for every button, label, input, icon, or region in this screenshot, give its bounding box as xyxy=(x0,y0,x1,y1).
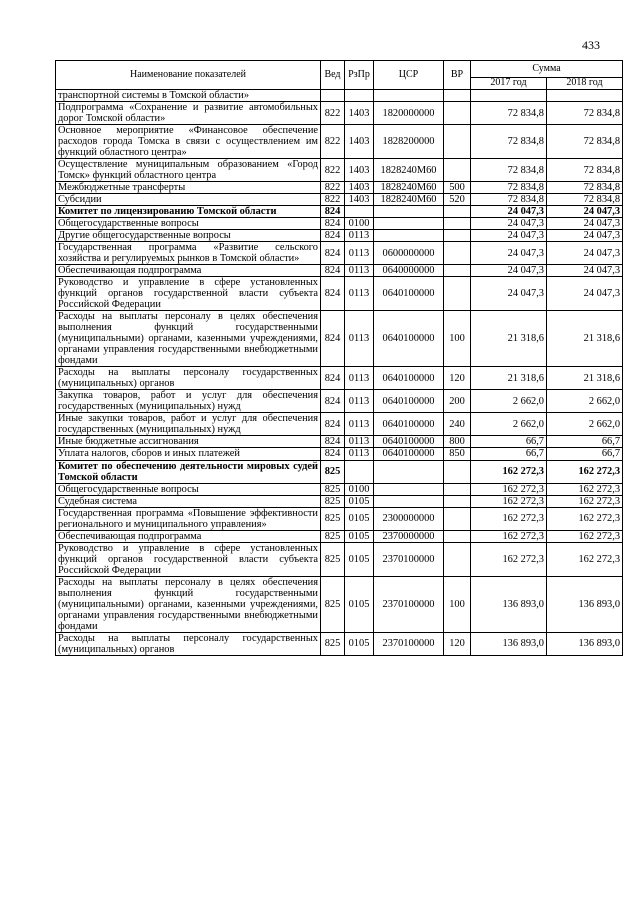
cell-sum-2017: 136 893,0 xyxy=(471,632,547,655)
cell-name: Закупка товаров, работ и услуг для обеспечения государственных (муниципальных) нужд xyxy=(56,390,321,413)
cell-csr: 0640100000 xyxy=(374,390,444,413)
cell-csr xyxy=(374,495,444,507)
cell-sum-2018: 162 272,3 xyxy=(547,542,623,576)
page-number: 433 xyxy=(582,38,600,52)
cell-csr xyxy=(374,218,444,230)
cell-vr xyxy=(444,90,471,102)
cell-sum-2017: 72 834,8 xyxy=(471,102,547,125)
cell-csr: 1828240М60 xyxy=(374,182,444,194)
cell-csr: 0640100000 xyxy=(374,448,444,460)
table-row xyxy=(56,413,623,436)
cell-rzpr: 0113 xyxy=(345,390,374,413)
cell-vr xyxy=(444,206,471,218)
cell-vr: 120 xyxy=(444,632,471,655)
cell-rzpr: 0113 xyxy=(345,413,374,436)
cell-vr: 800 xyxy=(444,436,471,448)
cell-ved: 824 xyxy=(321,413,345,436)
cell-ved: 824 xyxy=(321,218,345,230)
cell-vr: 850 xyxy=(444,448,471,460)
cell-rzpr: 0105 xyxy=(345,542,374,576)
cell-sum-2017: 21 318,6 xyxy=(471,311,547,367)
cell-vr: 100 xyxy=(444,311,471,367)
cell-sum-2018: 2 662,0 xyxy=(547,413,623,436)
cell-name: Общегосударственные вопросы xyxy=(56,218,321,230)
table-row xyxy=(56,159,623,182)
table-row xyxy=(56,367,623,390)
cell-sum-2018: 72 834,8 xyxy=(547,194,623,206)
cell-ved: 822 xyxy=(321,194,345,206)
cell-sum-2017: 162 272,3 xyxy=(471,495,547,507)
table-row xyxy=(56,90,623,102)
cell-rzpr xyxy=(345,460,374,483)
cell-rzpr: 1403 xyxy=(345,194,374,206)
cell-csr: 0640100000 xyxy=(374,277,444,311)
table-row xyxy=(56,460,623,483)
cell-rzpr: 0105 xyxy=(345,632,374,655)
cell-rzpr: 1403 xyxy=(345,182,374,194)
cell-sum-2017: 162 272,3 xyxy=(471,542,547,576)
table-row xyxy=(56,102,623,125)
cell-name: Комитет по обеспечению деятельности мировых судей Томской области xyxy=(56,460,321,483)
cell-vr: 120 xyxy=(444,367,471,390)
cell-ved: 824 xyxy=(321,277,345,311)
cell-ved: 825 xyxy=(321,507,345,530)
cell-name: Обеспечивающая подпрограмма xyxy=(56,530,321,542)
cell-name: Межбюджетные трансферты xyxy=(56,182,321,194)
cell-rzpr: 0113 xyxy=(345,265,374,277)
cell-rzpr: 0105 xyxy=(345,530,374,542)
cell-rzpr: 0113 xyxy=(345,230,374,242)
cell-ved: 824 xyxy=(321,242,345,265)
cell-ved: 825 xyxy=(321,542,345,576)
cell-name: Общегосударственные вопросы xyxy=(56,483,321,495)
cell-name: Иные закупки товаров, работ и услуг для обеспечения государственных (муниципальных) нужд xyxy=(56,413,321,436)
cell-sum-2017: 21 318,6 xyxy=(471,367,547,390)
cell-sum-2017: 72 834,8 xyxy=(471,159,547,182)
table-row xyxy=(56,542,623,576)
cell-ved: 824 xyxy=(321,206,345,218)
cell-sum-2017: 162 272,3 xyxy=(471,530,547,542)
cell-csr: 1828240М60 xyxy=(374,159,444,182)
cell-name: Руководство и управление в сфере установленных функций органов государственной власти субъекта Российской Федерации xyxy=(56,542,321,576)
cell-vr: 520 xyxy=(444,194,471,206)
cell-rzpr: 0100 xyxy=(345,218,374,230)
cell-sum-2017: 72 834,8 xyxy=(471,194,547,206)
table-row xyxy=(56,230,623,242)
table-row xyxy=(56,311,623,367)
cell-name: Расходы на выплаты персоналу в целях обеспечения выполнения функций государственными (муниципальными) органами, казенными учреждениями, органами управления государственными внебюджетными фондами xyxy=(56,311,321,367)
cell-name: Расходы на выплаты персоналу государственных (муниципальных) органов xyxy=(56,367,321,390)
cell-csr xyxy=(374,460,444,483)
cell-name: Основное мероприятие «Финансовое обеспечение расходов города Томска в связи с осуществлением им функций областного центра» xyxy=(56,125,321,159)
cell-name: Подпрограмма «Сохранение и развитие автомобильных дорог Томской области» xyxy=(56,102,321,125)
cell-rzpr: 0113 xyxy=(345,277,374,311)
cell-sum-2017: 24 047,3 xyxy=(471,218,547,230)
cell-sum-2018: 72 834,8 xyxy=(547,182,623,194)
table-row xyxy=(56,206,623,218)
cell-rzpr: 1403 xyxy=(345,125,374,159)
cell-csr: 0600000000 xyxy=(374,242,444,265)
cell-rzpr: 0105 xyxy=(345,507,374,530)
cell-csr: 2370000000 xyxy=(374,530,444,542)
cell-csr: 0640100000 xyxy=(374,436,444,448)
table-row xyxy=(56,436,623,448)
cell-vr xyxy=(444,460,471,483)
cell-sum-2017: 136 893,0 xyxy=(471,576,547,632)
table-row xyxy=(56,125,623,159)
cell-sum-2018: 24 047,3 xyxy=(547,206,623,218)
cell-vr xyxy=(444,483,471,495)
cell-name: Комитет по лицензированию Томской области xyxy=(56,206,321,218)
cell-csr: 1828200000 xyxy=(374,125,444,159)
cell-rzpr: 0105 xyxy=(345,576,374,632)
cell-rzpr: 1403 xyxy=(345,159,374,182)
cell-sum-2017: 24 047,3 xyxy=(471,230,547,242)
header-2018: 2018 год xyxy=(547,78,623,90)
cell-ved: 825 xyxy=(321,483,345,495)
cell-vr xyxy=(444,230,471,242)
cell-csr: 2300000000 xyxy=(374,507,444,530)
cell-vr xyxy=(444,495,471,507)
cell-csr: 0640100000 xyxy=(374,311,444,367)
header-rzpr: РзПр xyxy=(345,61,374,90)
cell-sum-2017: 24 047,3 xyxy=(471,206,547,218)
cell-rzpr: 0113 xyxy=(345,436,374,448)
cell-sum-2018: 21 318,6 xyxy=(547,367,623,390)
cell-ved: 822 xyxy=(321,159,345,182)
cell-ved: 822 xyxy=(321,125,345,159)
cell-csr: 1828240М60 xyxy=(374,194,444,206)
cell-csr: 0640100000 xyxy=(374,367,444,390)
table-row xyxy=(56,576,623,632)
cell-sum-2018: 24 047,3 xyxy=(547,230,623,242)
table-row xyxy=(56,194,623,206)
cell-name: Расходы на выплаты персоналу государственных (муниципальных) органов xyxy=(56,632,321,655)
cell-ved: 825 xyxy=(321,530,345,542)
cell-sum-2017: 72 834,8 xyxy=(471,182,547,194)
table-body xyxy=(56,90,623,656)
cell-csr xyxy=(374,230,444,242)
cell-csr: 0640000000 xyxy=(374,265,444,277)
cell-vr: 100 xyxy=(444,576,471,632)
cell-name: Субсидии xyxy=(56,194,321,206)
table-row xyxy=(56,218,623,230)
cell-vr: 500 xyxy=(444,182,471,194)
cell-rzpr: 0113 xyxy=(345,311,374,367)
cell-ved: 824 xyxy=(321,367,345,390)
cell-csr xyxy=(374,206,444,218)
cell-sum-2018: 66,7 xyxy=(547,436,623,448)
cell-sum-2018 xyxy=(547,90,623,102)
cell-sum-2018: 2 662,0 xyxy=(547,390,623,413)
cell-ved: 825 xyxy=(321,495,345,507)
cell-sum-2018: 66,7 xyxy=(547,448,623,460)
cell-name: транспортной системы в Томской области» xyxy=(56,90,321,102)
cell-sum-2018: 24 047,3 xyxy=(547,277,623,311)
cell-sum-2017 xyxy=(471,90,547,102)
table-row xyxy=(56,182,623,194)
table-row xyxy=(56,632,623,655)
cell-sum-2018: 162 272,3 xyxy=(547,460,623,483)
cell-sum-2017: 24 047,3 xyxy=(471,277,547,311)
cell-vr: 240 xyxy=(444,413,471,436)
table-row xyxy=(56,507,623,530)
cell-sum-2018: 162 272,3 xyxy=(547,495,623,507)
table-row xyxy=(56,495,623,507)
cell-name: Обеспечивающая подпрограмма xyxy=(56,265,321,277)
cell-vr xyxy=(444,125,471,159)
cell-ved: 822 xyxy=(321,102,345,125)
cell-csr: 2370100000 xyxy=(374,542,444,576)
table-row xyxy=(56,265,623,277)
cell-vr xyxy=(444,530,471,542)
cell-csr: 2370100000 xyxy=(374,632,444,655)
cell-sum-2018: 72 834,8 xyxy=(547,125,623,159)
cell-vr xyxy=(444,265,471,277)
cell-vr xyxy=(444,159,471,182)
cell-csr xyxy=(374,90,444,102)
header-ved: Вед xyxy=(321,61,345,90)
header-name: Наименование показателей xyxy=(56,61,321,90)
table-row xyxy=(56,242,623,265)
cell-name: Государственная программа «Повышение эффективности регионального и муниципального управления» xyxy=(56,507,321,530)
cell-name: Осуществление муниципальным образованием «Город Томск» функций областного центра xyxy=(56,159,321,182)
cell-ved xyxy=(321,90,345,102)
cell-ved: 825 xyxy=(321,460,345,483)
cell-sum-2018: 162 272,3 xyxy=(547,483,623,495)
cell-csr: 0640100000 xyxy=(374,413,444,436)
cell-vr xyxy=(444,242,471,265)
cell-sum-2018: 24 047,3 xyxy=(547,218,623,230)
cell-ved: 824 xyxy=(321,390,345,413)
cell-rzpr: 0100 xyxy=(345,483,374,495)
cell-rzpr: 0113 xyxy=(345,367,374,390)
cell-name: Иные бюджетные ассигнования xyxy=(56,436,321,448)
cell-ved: 824 xyxy=(321,436,345,448)
cell-sum-2018: 162 272,3 xyxy=(547,507,623,530)
cell-csr xyxy=(374,483,444,495)
cell-sum-2018: 72 834,8 xyxy=(547,159,623,182)
cell-ved: 824 xyxy=(321,448,345,460)
cell-sum-2018: 136 893,0 xyxy=(547,576,623,632)
cell-ved: 824 xyxy=(321,265,345,277)
header-vr: ВР xyxy=(444,61,471,90)
cell-csr: 1820000000 xyxy=(374,102,444,125)
cell-sum-2017: 66,7 xyxy=(471,448,547,460)
cell-csr: 2370100000 xyxy=(374,576,444,632)
cell-ved: 822 xyxy=(321,182,345,194)
cell-sum-2018: 162 272,3 xyxy=(547,530,623,542)
cell-sum-2018: 21 318,6 xyxy=(547,311,623,367)
cell-rzpr: 0113 xyxy=(345,242,374,265)
cell-sum-2018: 24 047,3 xyxy=(547,265,623,277)
cell-sum-2017: 162 272,3 xyxy=(471,483,547,495)
table-row xyxy=(56,277,623,311)
cell-sum-2018: 24 047,3 xyxy=(547,242,623,265)
cell-vr xyxy=(444,542,471,576)
cell-vr xyxy=(444,507,471,530)
cell-sum-2018: 72 834,8 xyxy=(547,102,623,125)
cell-rzpr: 0105 xyxy=(345,495,374,507)
cell-ved: 824 xyxy=(321,230,345,242)
cell-sum-2017: 162 272,3 xyxy=(471,507,547,530)
cell-rzpr xyxy=(345,90,374,102)
cell-vr xyxy=(444,218,471,230)
header-2017: 2017 год xyxy=(471,78,547,90)
cell-name: Расходы на выплаты персоналу в целях обеспечения выполнения функций государственными (муниципальными) органами, казенными учреждениями, органами управления государственными внебюджетными фондами xyxy=(56,576,321,632)
cell-name: Государственная программа «Развитие сельского хозяйства и регулируемых рынков в Томской области» xyxy=(56,242,321,265)
cell-vr xyxy=(444,277,471,311)
table-row xyxy=(56,483,623,495)
cell-sum-2017: 72 834,8 xyxy=(471,125,547,159)
cell-name: Другие общегосударственные вопросы xyxy=(56,230,321,242)
budget-table xyxy=(55,60,623,656)
cell-sum-2017: 162 272,3 xyxy=(471,460,547,483)
cell-sum-2017: 24 047,3 xyxy=(471,265,547,277)
cell-ved: 824 xyxy=(321,311,345,367)
table-row xyxy=(56,530,623,542)
cell-rzpr: 1403 xyxy=(345,102,374,125)
header-csr: ЦСР xyxy=(374,61,444,90)
cell-ved: 825 xyxy=(321,632,345,655)
cell-vr: 200 xyxy=(444,390,471,413)
cell-name: Судебная система xyxy=(56,495,321,507)
cell-sum-2017: 66,7 xyxy=(471,436,547,448)
table-row xyxy=(56,390,623,413)
cell-vr xyxy=(444,102,471,125)
header-sum: Сумма xyxy=(471,61,623,78)
cell-sum-2018: 136 893,0 xyxy=(547,632,623,655)
cell-name: Руководство и управление в сфере установленных функций органов государственной власти субъекта Российской Федерации xyxy=(56,277,321,311)
cell-name: Уплата налогов, сборов и иных платежей xyxy=(56,448,321,460)
cell-sum-2017: 2 662,0 xyxy=(471,413,547,436)
cell-sum-2017: 24 047,3 xyxy=(471,242,547,265)
cell-ved: 825 xyxy=(321,576,345,632)
cell-rzpr xyxy=(345,206,374,218)
cell-rzpr: 0113 xyxy=(345,448,374,460)
table-row xyxy=(56,448,623,460)
cell-sum-2017: 2 662,0 xyxy=(471,390,547,413)
